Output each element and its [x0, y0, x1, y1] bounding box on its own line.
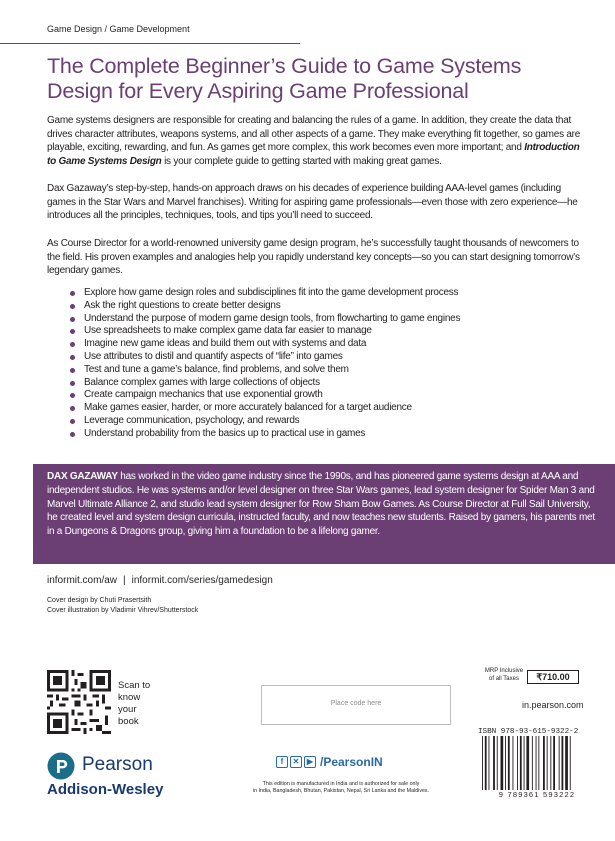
pearson-wordmark: Pearson: [82, 754, 153, 775]
bullet-dot-icon: [70, 355, 75, 360]
barcode-bar: [570, 736, 571, 790]
isbn-number: ISBN 978-93-615-9322-2: [478, 728, 579, 736]
intro-p1-part-b: is your complete guide to getting started with making great games.: [161, 155, 442, 167]
author-bio-text: has worked in the video game industry since the 1990s, and has pioneered game systems design at AAA and independent studios. He was systems and/or level designer on three Star Wars games, lead system designer for Spider Man 3 and Marvel Ultimate Alliance 2, and studio lead system designer for Row Sham Bow Games. As Course Director at Full Sail University, he created level and system design curricula, instructed faculty, and now teaches new students. Raised by gamers, his parents met in a Dungeons & Dragons group, giving him a foundation to be a lifelong gamer.: [47, 471, 595, 538]
barcode-bar: [505, 736, 506, 790]
youtube-icon[interactable]: ▶: [304, 756, 316, 768]
qr-code-icon[interactable]: [47, 670, 111, 734]
feature-bullet-list: [70, 287, 590, 441]
barcode-bar: [517, 736, 518, 790]
bullet-text: Use spreadsheets to make complex game data far easier to manage: [84, 325, 372, 337]
price-box: ₹710.00: [527, 670, 579, 684]
barcode-bar: [482, 736, 483, 790]
facebook-icon[interactable]: f: [276, 756, 288, 768]
bullet-item: [70, 415, 590, 428]
author-name: DAX GAZAWAY: [47, 471, 118, 482]
barcode-bar: [553, 736, 555, 790]
intro-p1-part-a: Game systems designers are responsible for creating and balancing the rules of a game. In addition, they create the data that drives character attributes, weapons systems, and all other aspects of a game. They make everything fit together, so games are playable, exciting, rewarding, and fun. As games get more complex, this work becomes even more important; and: [47, 115, 581, 153]
bullet-text: Make games easier, harder, or more accurately balanced for a target audience: [84, 402, 412, 414]
bullet-dot-icon: [70, 329, 75, 334]
bullet-dot-icon: [70, 368, 75, 373]
barcode-bar: [550, 736, 551, 790]
bullet-text: Create campaign mechanics that use exponential growth: [84, 389, 323, 401]
legal-line: This edition is manufactured in India and is authorized for sale only: [262, 781, 420, 787]
scan-to-know-label: [118, 680, 158, 728]
bullet-item: [70, 325, 590, 338]
barcode-bar: [508, 736, 510, 790]
scan-line: your: [118, 704, 137, 715]
bullet-dot-icon: [70, 393, 75, 398]
category-rule: [0, 43, 300, 44]
barcode-bar: [501, 736, 504, 790]
bullet-text: Explore how game design roles and subdisciplines fit into the game development process: [84, 287, 459, 298]
title-line-1: The Complete Beginner’s Guide to Game Systems: [47, 54, 522, 78]
bullet-dot-icon: [70, 304, 75, 309]
mrp-note: [481, 668, 527, 683]
intro-paragraph-1: [47, 114, 587, 168]
barcode-bar: [485, 736, 487, 790]
bullet-item: [70, 287, 590, 300]
social-links: [276, 755, 383, 769]
informit-link[interactable]: informit.com/aw: [47, 575, 118, 586]
pearson-site[interactable]: in.pearson.com: [522, 700, 584, 710]
bullet-text: Understand the purpose of modern game design tools, from flowcharting to game engines: [84, 312, 461, 324]
social-handle: /PearsonIN: [320, 755, 383, 769]
place-code-box: Place code here: [261, 685, 451, 725]
barcode-bar: [497, 736, 498, 790]
bullet-item: [70, 338, 590, 351]
barcode-bar: [547, 736, 548, 790]
author-bio-panel: [33, 464, 615, 564]
series-link[interactable]: informit.com/series/gamedesign: [131, 575, 273, 586]
bullet-text: Understand probability from the basics up to practical use in games: [84, 427, 366, 439]
bullet-item: [70, 364, 590, 377]
barcode-bar: [489, 736, 490, 790]
intro-paragraph-3: As Course Director for a world-renowned university game design program, he’s successfully taught thousands of newcomers to the field. His proven examples and analogies help you rapidly understand key concepts—so you can start designing tomorrow’s legendary games.: [47, 238, 580, 276]
barcode-bar: [520, 736, 522, 790]
barcode-digits: 9 789361 593222: [478, 790, 596, 799]
bullet-dot-icon: [70, 381, 75, 386]
bullet-text: Leverage communication, psychology, and rewards: [84, 414, 300, 426]
bullet-text: Balance complex games with large collections of objects: [84, 376, 320, 388]
barcode-bar: [562, 736, 564, 790]
bullet-item: [70, 402, 590, 415]
barcode-bar: [526, 736, 529, 790]
scan-line: Scan to: [118, 680, 151, 691]
bullet-text: Test and tune a game’s balance, find problems, and solve them: [84, 363, 349, 375]
intro-paragraph-2: Dax Gazaway’s step-by-step, hands-on approach draws on his decades of experience building AAA-level games (including games in the Star Wars and Marvel franchises). Writing for aspiring game professionals—even those with zero experience—he introduces all the principles, techniques, tools, and tips you’ll need to succeed.: [47, 183, 578, 221]
barcode-icon: [478, 736, 596, 798]
imprint-wordmark: Addison-Wesley: [47, 781, 164, 798]
bullet-item: [70, 428, 590, 441]
barcode-bar: [513, 736, 514, 790]
bullet-text: Use attributes to distil and quantify aspects of “life” into games: [84, 350, 343, 362]
category-label: Game Design / Game Development: [47, 24, 190, 34]
bullet-item: [70, 300, 590, 313]
bullet-dot-icon: [70, 317, 75, 322]
bullet-dot-icon: [70, 406, 75, 411]
barcode-bar: [543, 736, 545, 790]
mrp-line: MRP Inclusive: [484, 668, 524, 674]
bullet-dot-icon: [70, 419, 75, 424]
barcode-bar: [532, 736, 533, 790]
x-twitter-icon[interactable]: ✕: [290, 756, 302, 768]
territory-legal-note: [226, 781, 456, 795]
bullet-text: Ask the right questions to create better designs: [84, 299, 281, 311]
bullet-item: [70, 313, 590, 326]
mrp-line: of all Taxes: [489, 675, 519, 682]
barcode-bar: [493, 736, 495, 790]
barcode-bar: [559, 736, 560, 790]
legal-line: in India, Bangladesh, Bhutan, Pakistan, Nepal, Sri Lanka and the Maldives.: [252, 788, 430, 794]
publisher-links: [47, 575, 273, 586]
scan-line: know: [118, 692, 141, 703]
bullet-item: [70, 351, 590, 364]
bullet-dot-icon: [70, 432, 75, 437]
cover-design-credit: Cover design by Chuti Prasertsith: [47, 597, 152, 604]
scan-line: book: [118, 716, 139, 727]
title-line-2: Design for Every Aspiring Game Professional: [47, 79, 469, 103]
barcode-bar: [565, 736, 568, 790]
bullet-text: Imagine new game ideas and build them out with systems and data: [84, 338, 367, 350]
barcode-bar: [538, 736, 539, 790]
bullet-dot-icon: [70, 342, 75, 347]
barcode-bar: [524, 736, 525, 790]
bullet-item: [70, 377, 590, 390]
barcode-bar: [536, 736, 537, 790]
cover-illustration-credit: Cover illustration by Vladimir Vihrev/Shutterstock: [47, 606, 199, 614]
book-title-inline: Introduction to Game Systems Design: [47, 142, 580, 167]
bullet-item: [70, 389, 590, 402]
link-separator: |: [123, 575, 126, 586]
bullet-dot-icon: [70, 291, 75, 296]
cover-credits: [47, 596, 198, 615]
book-title: [47, 54, 587, 104]
pearson-logo-icon: [47, 752, 75, 780]
